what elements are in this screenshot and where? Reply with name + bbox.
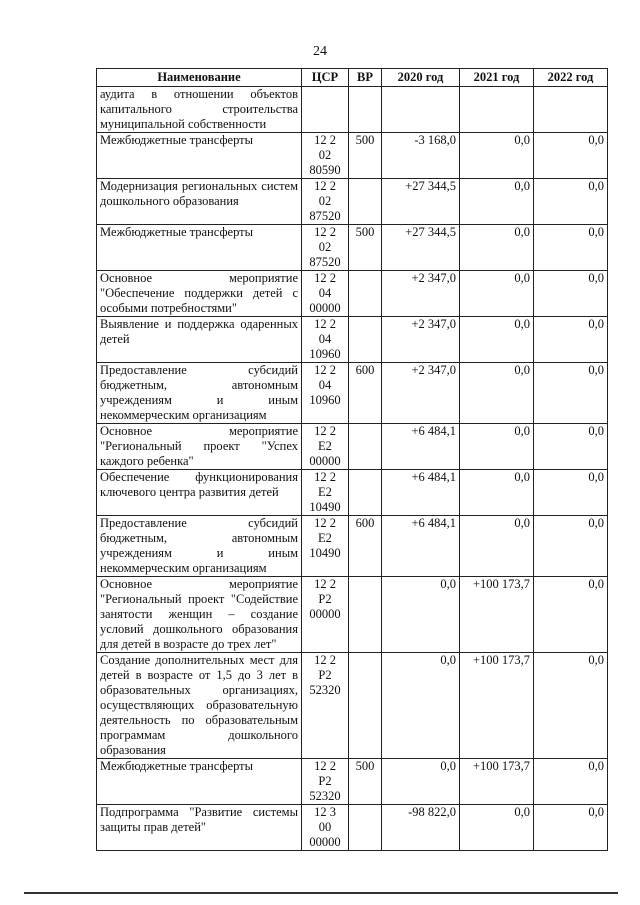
row-2020: +6 484,1 — [382, 516, 460, 577]
row-name: Подпрограмма "Развитие системы защиты прав детей" — [97, 805, 302, 851]
row-csr: 12 3 00 00000 — [302, 805, 349, 851]
row-csr: 12 2 P2 52320 — [302, 759, 349, 805]
row-name: Межбюджетные трансферты — [97, 759, 302, 805]
table-row — [97, 653, 608, 759]
row-2021: 0,0 — [460, 424, 534, 470]
row-2020: +27 344,5 — [382, 179, 460, 225]
row-2020: -3 168,0 — [382, 133, 460, 179]
row-2022: 0,0 — [534, 225, 608, 271]
page-number: 24 — [313, 44, 327, 59]
row-vr: 500 — [349, 759, 382, 805]
header-2020: 2020 год — [382, 69, 460, 87]
page-bottom-rule — [24, 892, 618, 894]
row-2022: 0,0 — [534, 271, 608, 317]
table-row — [97, 225, 608, 271]
row-vr — [349, 317, 382, 363]
row-2022: 0,0 — [534, 470, 608, 516]
row-2022: 0,0 — [534, 805, 608, 851]
row-2022 — [534, 87, 608, 133]
row-2022: 0,0 — [534, 179, 608, 225]
row-vr — [349, 470, 382, 516]
row-csr: 12 2 02 80590 — [302, 133, 349, 179]
row-2021: +100 173,7 — [460, 653, 534, 759]
row-csr: 12 2 P2 52320 — [302, 653, 349, 759]
row-2020: +6 484,1 — [382, 470, 460, 516]
budget-table — [96, 68, 608, 851]
row-name: Межбюджетные трансферты — [97, 133, 302, 179]
row-2022: 0,0 — [534, 653, 608, 759]
row-name: Основное мероприятие "Обеспечение поддержки детей с особыми потребностями" — [97, 271, 302, 317]
row-2021: 0,0 — [460, 470, 534, 516]
row-2020: 0,0 — [382, 759, 460, 805]
table-row — [97, 759, 608, 805]
row-csr: 12 2 04 00000 — [302, 271, 349, 317]
table-row — [97, 133, 608, 179]
table-body — [97, 87, 608, 851]
row-vr — [349, 271, 382, 317]
row-2021 — [460, 87, 534, 133]
header-csr: ЦСР — [302, 69, 349, 87]
row-2022: 0,0 — [534, 133, 608, 179]
row-name: Основное мероприятие "Региональный проект "Успех каждого ребенка" — [97, 424, 302, 470]
row-vr — [349, 424, 382, 470]
row-vr: 600 — [349, 363, 382, 424]
table-row — [97, 271, 608, 317]
table-row — [97, 87, 608, 133]
table-header — [97, 69, 608, 87]
row-name: Создание дополнительных мест для детей в возрасте от 1,5 до 3 лет в образовательных организациях, осуществляющих образовательную деятельность по образовательным программам дошкольного образования — [97, 653, 302, 759]
row-2021: +100 173,7 — [460, 577, 534, 653]
row-vr — [349, 577, 382, 653]
row-2021: 0,0 — [460, 225, 534, 271]
row-2020: +2 347,0 — [382, 363, 460, 424]
row-csr: 12 2 E2 00000 — [302, 424, 349, 470]
row-csr — [302, 87, 349, 133]
row-2021: 0,0 — [460, 133, 534, 179]
row-2021: 0,0 — [460, 271, 534, 317]
row-2021: 0,0 — [460, 363, 534, 424]
row-csr: 12 2 02 87520 — [302, 179, 349, 225]
row-csr: 12 2 P2 00000 — [302, 577, 349, 653]
row-2021: +100 173,7 — [460, 759, 534, 805]
row-name: Выявление и поддержка одаренных детей — [97, 317, 302, 363]
row-2022: 0,0 — [534, 516, 608, 577]
row-2020 — [382, 87, 460, 133]
row-2022: 0,0 — [534, 577, 608, 653]
row-2021: 0,0 — [460, 805, 534, 851]
row-2020: 0,0 — [382, 577, 460, 653]
row-name: Межбюджетные трансферты — [97, 225, 302, 271]
header-2021: 2021 год — [460, 69, 534, 87]
row-2022: 0,0 — [534, 759, 608, 805]
row-name: аудита в отношении объектов капитального строительства муниципальной собственности — [97, 87, 302, 133]
row-vr — [349, 653, 382, 759]
row-name: Предоставление субсидий бюджетным, автономным учреждениям и иным некоммерческим организациям — [97, 363, 302, 424]
row-vr — [349, 805, 382, 851]
row-csr: 12 2 E2 10490 — [302, 516, 349, 577]
row-2021: 0,0 — [460, 317, 534, 363]
table-row — [97, 317, 608, 363]
header-row — [97, 69, 608, 87]
header-2022: 2022 год — [534, 69, 608, 87]
row-csr: 12 2 04 10960 — [302, 363, 349, 424]
row-2022: 0,0 — [534, 317, 608, 363]
row-name: Основное мероприятие "Региональный проект "Содействие занятости женщин – создание условий дошкольного образования для детей в возрасте до трех лет" — [97, 577, 302, 653]
table-row — [97, 577, 608, 653]
row-vr: 500 — [349, 133, 382, 179]
row-csr: 12 2 02 87520 — [302, 225, 349, 271]
row-2022: 0,0 — [534, 424, 608, 470]
row-2020: +2 347,0 — [382, 317, 460, 363]
table-row — [97, 805, 608, 851]
row-csr: 12 2 04 10960 — [302, 317, 349, 363]
row-vr — [349, 87, 382, 133]
table-row — [97, 179, 608, 225]
row-name: Обеспечение функционирования ключевого центра развития детей — [97, 470, 302, 516]
row-vr — [349, 179, 382, 225]
table-row — [97, 516, 608, 577]
row-2020: 0,0 — [382, 653, 460, 759]
row-2020: +2 347,0 — [382, 271, 460, 317]
row-2020: +6 484,1 — [382, 424, 460, 470]
row-2021: 0,0 — [460, 179, 534, 225]
table-row — [97, 470, 608, 516]
row-2020: -98 822,0 — [382, 805, 460, 851]
row-name: Модернизация региональных систем дошкольного образования — [97, 179, 302, 225]
row-name: Предоставление субсидий бюджетным, автономным учреждениям и иным некоммерческим организациям — [97, 516, 302, 577]
row-vr: 600 — [349, 516, 382, 577]
row-vr: 500 — [349, 225, 382, 271]
header-vr: ВР — [349, 69, 382, 87]
header-name: Наименование — [97, 69, 302, 87]
row-2021: 0,0 — [460, 516, 534, 577]
row-2022: 0,0 — [534, 363, 608, 424]
row-csr: 12 2 E2 10490 — [302, 470, 349, 516]
table-row — [97, 363, 608, 424]
table-row — [97, 424, 608, 470]
row-2020: +27 344,5 — [382, 225, 460, 271]
